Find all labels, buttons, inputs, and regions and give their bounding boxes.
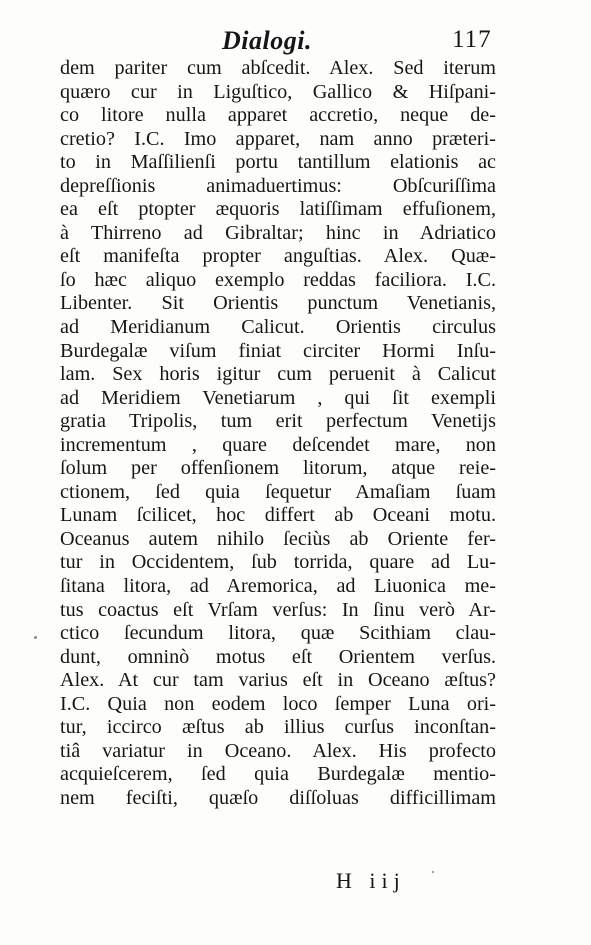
text-line: to in Maſſilienſi portu tantillum elationis ac [60,151,496,174]
text-line: ad Meridiem Venetiarum , qui ſit exempli [60,386,496,409]
text-line: ſo hæc aliquo exemplo reddas faciliora. I.C. [60,268,496,291]
text-line: Oceanus autem nihilo ſeciùs ab Oriente fer- [60,527,496,550]
text-line: Alex. At cur tam varius eſt in Oceano æſtus? [60,669,496,692]
body-text [60,57,496,811]
text-line: co litore nulla apparet accretio, neque de- [60,104,496,127]
text-line: Lunam ſcilicet, hoc differt ab Oceani motu. [60,504,496,527]
text-line: ſolum per offenſionem litorum, atque reie- [60,457,496,480]
text-line: ctico ſecundum litora, quæ Scithiam clau- [60,622,496,645]
text-line: dunt, omninò motus eſt Orientem verſus. [60,645,496,668]
text-line: cretio? I.C. Imo apparet, nam anno præteri- [60,127,496,150]
text-line: acquieſcerem, ſed quia Burdegalæ mentio- [60,763,496,786]
text-line: I.C. Quia non eodem loco ſemper Luna ori- [60,692,496,715]
text-line: tur, iccirco æſtus ab illius curſus inconſtan- [60,716,496,739]
text-line: depreſſionis animaduertimus: Obſcuriſſima [60,174,496,197]
page-number: 117 [452,26,492,53]
text-line: tur in Occidentem, ſub torrida, quare ad Lu- [60,551,496,574]
text-line: ſitana litora, ad Aremorica, ad Liuonica me- [60,575,496,598]
ink-speck [432,871,434,873]
text-line: Burdegalæ viſum finiat circiter Hormi Inſu- [60,339,496,362]
text-line: tiâ variatur in Oceano. Alex. His profecto [60,739,496,762]
text-line: à Thirreno ad Gibraltar; hinc in Adriatico [60,221,496,244]
running-title: Dialogi. [222,26,312,55]
text-line: ad Meridianum Calicut. Orientis circulus [60,316,496,339]
ink-speck [34,636,37,639]
text-line: lam. Sex horis igitur cum peruenit à Calicut [60,363,496,386]
text-line: quæro cur in Liguſtico, Gallico & Hiſpani- [60,80,496,103]
text-line: ctionem, ſed quia ſequetur Amaſiam ſuam [60,480,496,503]
text-line: dem pariter cum abſcedit. Alex. Sed iterum [60,57,496,79]
text-line: tus coactus eſt Vrſam verſus: In ſinu verò Ar- [60,598,496,621]
text-line: gratia Tripolis, tum erit perfectum Venetijs [60,410,496,433]
text-line: Libenter. Sit Orientis punctum Venetianis, [60,292,496,315]
text-line: nem feciſti, quæſo diſſoluas difficillimam [60,786,496,809]
text-line: incrementum , quare deſcendet mare, non [60,433,496,456]
signature-mark: H iij [336,868,406,893]
running-head [0,20,591,56]
text-line: eſt manifeſta propter anguſtias. Alex. Quæ- [60,245,496,268]
text-line: ea eſt ptopter æquoris latiſſimam effuſionem, [60,198,496,221]
